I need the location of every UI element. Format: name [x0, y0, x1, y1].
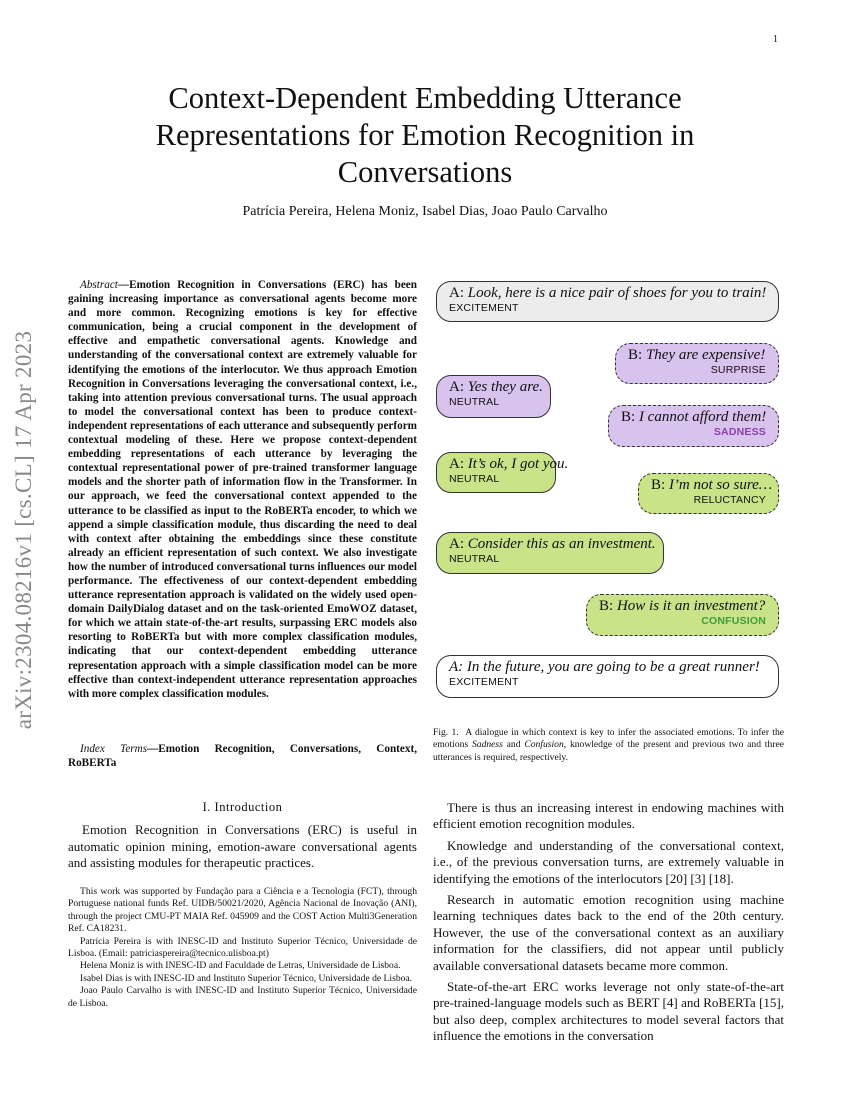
speaker-label: A: [449, 536, 464, 552]
index-terms-text: —Emotion Recognition, Conversations, Context, RoBERTa [68, 743, 417, 770]
utterance-text: It’s ok, I got you. [467, 456, 569, 472]
abstract-label: Abstract [80, 279, 118, 291]
dialogue-bubble [436, 532, 664, 574]
arxiv-sidebar [4, 295, 44, 765]
speaker-label: B: [599, 598, 614, 614]
speaker-label: A: [449, 285, 464, 301]
footnote-author: Patrícia Pereira is with INESC-ID and Instituto Superior Técnico, Universidade de Lisboa. (Email: patriciaspereira@tecnico.ulisboa.pt) [68, 935, 417, 960]
speaker-label: A: [449, 379, 464, 395]
dialogue-bubble [436, 452, 569, 493]
dialogue-bubble [436, 281, 779, 322]
abstract-text: —Emotion Recognition in Conversations (ERC) has been gaining increasing importance as conversational agents become more and more common. Recognizing emotions is key for effective communication, being a crucial component in the development of effective and empathetic conversational agents. Knowledge and understanding of the conversational context are extremely valuable for identifying the emotions of the interlocutor. We thus approach Emotion Recognition in Conversations leveraging the conversational context, i.e., taking into attention previous conversational turns. The usual approach to model the conversational context has been to produce context-independent representations of each utterance and subsequently perform contextual modeling of these. Here we propose context-dependent embedding representations of each utterance by leveraging the contextual representational power of pre-trained transformer language models and the shorter path of information flow in the Transformer. In our approach, we feed the conversational context appended to the utterance to be classified as input to the RoBERTa encoder, to which we append a simple classification module, thus discarding the need to deal with context after obtaining the embeddings since these constitute already an efficient representation of such context. We also investigate how the number of introduced conversational turns influences our model performance. The effectiveness of our context-dependent embedding utterance representation approach is validated on the widely used open-domain DailyDialog dataset and on the task-oriented EmoWOZ dataset, for which we attain state-of-the-art results, surpassing ERC models also resorting to RoBERTa but with more complex classification modules, indicating that our context-dependent embedding utterance representation approach with a simple classification model can be more effective than context-independent utterance representation approaches with more complex classification modules. [68, 279, 417, 700]
speaker-label: B: [621, 409, 636, 425]
footnote-funding: This work was supported by Fundação para a Ciência e a Tecnologia (FCT), through Portuguese national funds Ref. UIDB/50021/2020, Agência Nacional de Inovação (ANI), through the project CMU-PT MAIA Ref. 045909 and the COST Action Multi3Generation Ref. CA18231. [68, 886, 417, 935]
dialogue-bubble [436, 375, 551, 418]
body-paragraph: Knowledge and understanding of the conversational context, i.e., of the previous conversation turns, are extremely valuable in identifying the emotions of the interlocutors [20] [3] [18]. [433, 837, 784, 886]
dialogue-bubble [638, 473, 779, 514]
intro-paragraph: Emotion Recognition in Conversations (ERC) is useful in automatic opinion mining, emotion-aware conversational agents and assisting modules for therapeutic practices. [68, 822, 417, 870]
speaker-label: A: [449, 659, 464, 675]
utterance-text: I’m not so sure… [668, 477, 773, 493]
caption-text: and [506, 739, 521, 751]
index-terms [68, 742, 417, 770]
dialogue-bubble [436, 655, 779, 698]
body-paragraph: State-of-the-art ERC works leverage not only state-of-the-art pre-trained-language models such as BERT [4] and RoBERTa [15], but also deep, complex architectures to model several factors that influence the emotions in the conversation [433, 979, 784, 1044]
utterance-text: In the future, you are going to be a great runner! [466, 659, 760, 675]
index-terms-label: Index Terms [80, 743, 148, 755]
footnote-author: Helena Moniz is with INESC-ID and Faculdade de Letras, Universidade de Lisboa. [80, 960, 401, 972]
caption-label: Fig. 1. [433, 727, 459, 738]
figure-caption [433, 727, 784, 764]
paper-title: Context-Dependent Embedding Utterance Representations for Emotion Recognition in Conversations [155, 81, 695, 189]
speaker-label: B: [628, 347, 643, 363]
dialogue-bubble [615, 343, 779, 384]
emotion-label: NEUTRAL [449, 396, 500, 408]
utterance-text: Yes they are. [467, 379, 543, 395]
speaker-label: B: [651, 477, 666, 493]
footnotes [68, 886, 417, 1010]
abstract [68, 278, 417, 701]
emotion-label: NEUTRAL [449, 473, 500, 485]
arxiv-id: arXiv:2304.08216v1 [cs.CL] 17 Apr 2023 [11, 330, 36, 730]
body-paragraph: Research in automatic emotion recognition using machine learning techniques dates back to the end of the 20th century. However, the use of the conversational context as an auxiliary information for the classifiers, did not appear until publicly available conversational datasets became more common. [433, 892, 784, 973]
emotion-label: CONFUSION [701, 615, 766, 627]
caption-text: , knowledge of the present and previous two and three utterances is required, respectively. [433, 739, 784, 763]
utterance-text: Consider this as an investment. [467, 536, 656, 552]
speaker-label: A: [449, 456, 464, 472]
utterance-text: How is it an investment? [616, 598, 766, 614]
emotion-label: EXCITEMENT [449, 302, 519, 314]
right-column-text [433, 800, 784, 1050]
footnote-author: Joao Paulo Carvalho is with INESC-ID and Instituto Superior Técnico, Universidade de Lisboa. [68, 985, 417, 1009]
footnote-author: Isabel Dias is with INESC-ID and Instituto Superior Técnico, Universidade de Lisboa. [80, 972, 413, 984]
emotion-label: SURPRISE [710, 364, 766, 376]
caption-emphasis: Sadness [471, 739, 503, 751]
emotion-label: NEUTRAL [449, 553, 500, 565]
dialogue-bubble [608, 405, 779, 447]
section-heading: I. Introduction [202, 800, 283, 814]
caption-text: A dialogue in which context is key to infer the associated emotions. To infer the emotions [433, 727, 785, 751]
dialogue-bubble [586, 594, 779, 636]
caption-emphasis: Confusion [524, 739, 564, 751]
utterance-text: Look, here is a nice pair of shoes for you to train! [467, 285, 767, 301]
utterance-text: I cannot afford them! [638, 409, 767, 425]
emotion-label: SADNESS [713, 426, 766, 438]
page-number: 1 [773, 34, 778, 45]
paper-authors: Patrícia Pereira, Helena Moniz, Isabel Dias, Joao Paulo Carvalho [242, 204, 608, 219]
body-paragraph: There is thus an increasing interest in endowing machines with efficient emotion recognition modules. [433, 800, 784, 832]
emotion-label: RELUCTANCY [693, 494, 766, 506]
emotion-label: EXCITEMENT [449, 676, 519, 688]
utterance-text: They are expensive! [645, 347, 766, 363]
